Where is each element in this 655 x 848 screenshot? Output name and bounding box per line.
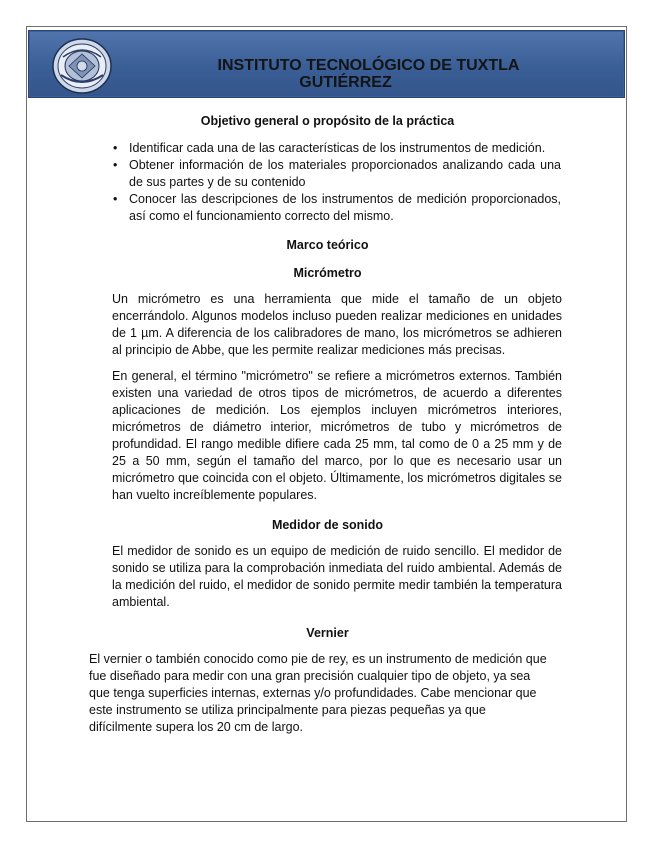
micrometro-paragraph-1: Un micrómetro es una herramienta que mide el tamaño de un objeto encerrándolo. Algunos modelos incluso pueden realizar mediciones en unidades de 1 µm. A diferencia de los calibradores de mano, los micrómetros se adhieren al principio de Abbe, que les permite realizar mediciones más precisas. bbox=[112, 292, 562, 357]
list-item: • Obtener información de los materiales proporcionados analizando cada una de sus partes y de su contenido bbox=[113, 157, 561, 191]
title-line-1: INSTITUTO TECNOLÓGICO DE TUXTLA bbox=[217, 57, 520, 74]
vernier-paragraph bbox=[89, 651, 579, 736]
micrometro-paragraph-2: En general, el término "micrómetro" se refiere a micrómetros externos. También existen una variedad de otros tipos de micrómetros, de acuerdo a diferentes aplicaciones de medición. Los ejemplos incluyen micrómetros interiores, micrómetros de diámetro interior, micrómetros de tubo y micrómetros de profundidad. El rango medible difiere cada 25 mm, tal como de 0 a 25 mm y de 25 a 50 mm, según el tamaño del marco, por lo que es necesario usar un micrómetro que coincida con el objeto. Últimamente, los micrómetros digitales se han vuelto increíblemente populares. bbox=[112, 369, 562, 502]
vernier-line: El vernier o también conocido como pie de rey, es un instrumento de medición que bbox=[89, 652, 547, 666]
objective-heading: Objetivo general o propósito de la práctica bbox=[200, 114, 455, 128]
sonido-paragraph: El medidor de sonido es un equipo de medición de ruido sencillo. El medidor de sonido se utiliza para la comprobación inmediata del ruido ambiental. Además de la medición del ruido, el medidor de sonido permite medir también la temperatura ambiental. bbox=[112, 544, 562, 609]
micrometro-heading: Micrómetro bbox=[293, 266, 362, 280]
vernier-heading: Vernier bbox=[306, 626, 349, 640]
list-item: • Conocer las descripciones de los instrumentos de medición proporcionados, así como el funcionamiento correcto del mismo. bbox=[113, 191, 561, 225]
vernier-line: difícilmente supera los 20 cm de largo. bbox=[89, 720, 303, 734]
list-item: • Identificar cada una de las características de los instrumentos de medición. bbox=[113, 140, 561, 157]
vernier-line: que tenga superficies internas, externas y/o profundidades. Cabe mencionar que bbox=[89, 686, 537, 700]
vernier-line: este instrumento se utiliza principalmente para piezas pequeñas ya que bbox=[89, 703, 486, 717]
vernier-line: fue diseñado para medir con una gran precisión cualquier tipo de objeto, ya sea bbox=[89, 669, 531, 683]
sonido-heading: Medidor de sonido bbox=[271, 518, 384, 532]
page-title bbox=[0, 57, 655, 91]
objective-list bbox=[113, 140, 561, 225]
title-line-2: GUTIÉRREZ bbox=[299, 74, 392, 91]
marco-heading: Marco teórico bbox=[286, 238, 369, 252]
